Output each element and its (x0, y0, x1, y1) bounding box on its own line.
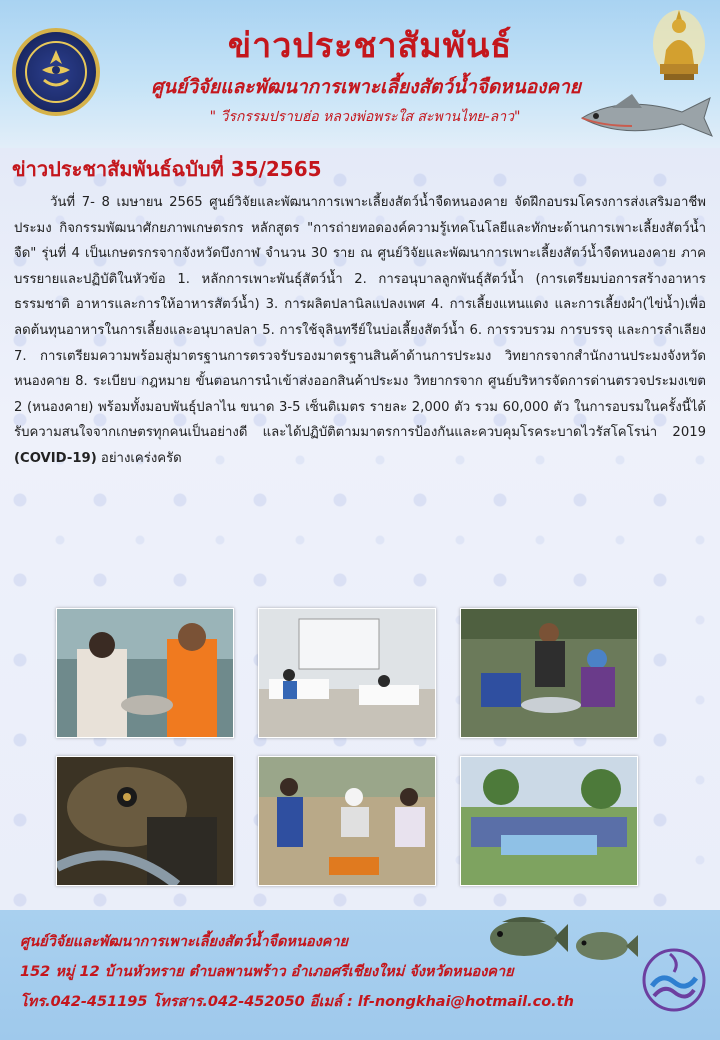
footer-contact: โทร.042-451195 โทรสาร.042-452050 อีเมล์ : lf-nongkhai@hotmail.co.th (20, 994, 574, 1010)
article-text-part-1: วันที่ 7- 8 เมษายน 2565 ศูนย์วิจัยและพัฒนาการเพาะเลี้ยงสัตว์น้ำจืดหนองคาย จัดฝึกอบรมโครงการส่งเสริมอาชีพประมง กิจกรรมพัฒนาศักยภาพเกษตรกร หลักสูตร "การถ่ายทอดองค์ความรู้เทคโนโลยีและทักษะด้านการเพาะเลี้ยงสัตว์น้ำจืด" รุ่นที่ 4 เป็นเกษตรกรจากจังหวัดบึงกาฬ จำนวน 30 ราย ณ ศูนย์วิจัยและพัฒนาการเพาะเลี้ยงสัตว์น้ำจืดหนองคาย ภาคบรรยายและปฏิบัติในหัวข้อ 1. หลักการเพาะพันธุ์สัตว์น้ำ 2. การอนุบาลลูกพันธุ์สัตว์น้ำ (การเตรียมบ่อการสร้างอาหารธรรมชาติ อาหารและการให้อาหารสัตว์น้ำ) 3. การผลิตปลานิลแปลงเพศ 4. การเลี้ยงแหนแดง และการเลี้ยงผำ(ไข่น้ำ)เพื่อลดต้นทุนอาหารในการเลี้ยงและอนุบาลปลา 5. การใช้จุลินทรีย์ในบ่อเลี้ยงสัตว์น้ำ 6. การรวบรวม การบรรจุ และการลำเลียง 7. การเตรียมความพร้อมสู่มาตรฐานการตรวจรับรองมาตรฐานสินค้าด้านการประมง วิทยากรจากสำนักงานประมงจังหวัดหนองคาย 8. ระเบียบ กฎหมาย ขั้นตอนการนำเข้าส่งออกสินค้าประมง วิทยากรจาก ศูนย์บริหารจัดการด่านตรวจประมงเขต 2 (หนองคาย) พร้อมทั้งมอบพันธุ์ปลาไน ขนาด 3-5 เซ็นติเมตร รายละ 2,000 ตัว รวม 60,000 ตัว ในการอบรมในครั้งนี้ได้รับความสนใจจากเกษตรทุกคนเป็นอย่างดี และได้ปฏิบัติตามมาตรการป้องกันและควบคุมโรคระบาดไวรัสโคโรน่า 2019 (14, 195, 706, 441)
photo-gallery (44, 608, 684, 888)
buddha-statue-icon (650, 4, 708, 82)
photo-fish-closeup (56, 756, 234, 886)
photo-classroom (258, 608, 436, 738)
photo-pond-fishing (460, 608, 638, 738)
mekong-fish-icon (572, 86, 718, 146)
header-banner (0, 0, 720, 148)
tilapia-fish-icon (484, 912, 568, 962)
covid-label: (COVID-19) (14, 450, 97, 466)
motto: " วีรกรรมปราบฮ่อ หลวงพ่อพระใส สะพานไทย-ลาว" (209, 109, 521, 125)
photo-group-banner (460, 756, 638, 886)
photo-fish-handling (56, 608, 234, 738)
issue-number-heading: ข่าวประชาสัมพันธ์ฉบับที่ 35/2565 (12, 157, 322, 181)
fisheries-wave-logo (640, 932, 708, 1028)
page-title: ข่าวประชาสัมพันธ์ (227, 26, 513, 66)
department-of-fisheries-logo (12, 28, 100, 116)
article-text-part-2: อย่างเคร่งครัด (96, 450, 182, 466)
footer-address: 152 หมู่ 12 บ้านหัวทราย ตำบลพานพร้าว อำเภอศรีเชียงใหม่ จังหวัดหนองคาย (20, 964, 514, 980)
footer-org: ศูนย์วิจัยและพัฒนาการเพาะเลี้ยงสัตว์น้ำจืดหนองคาย (20, 934, 349, 950)
article-body (14, 190, 706, 472)
logo-emblem-icon (24, 40, 88, 104)
tilapia-fish-icon (572, 926, 638, 966)
photo-practical-training (258, 756, 436, 886)
center-name: ศูนย์วิจัยและพัฒนาการเพาะเลี้ยงสัตว์น้ำจืดหนองคาย (151, 76, 581, 98)
